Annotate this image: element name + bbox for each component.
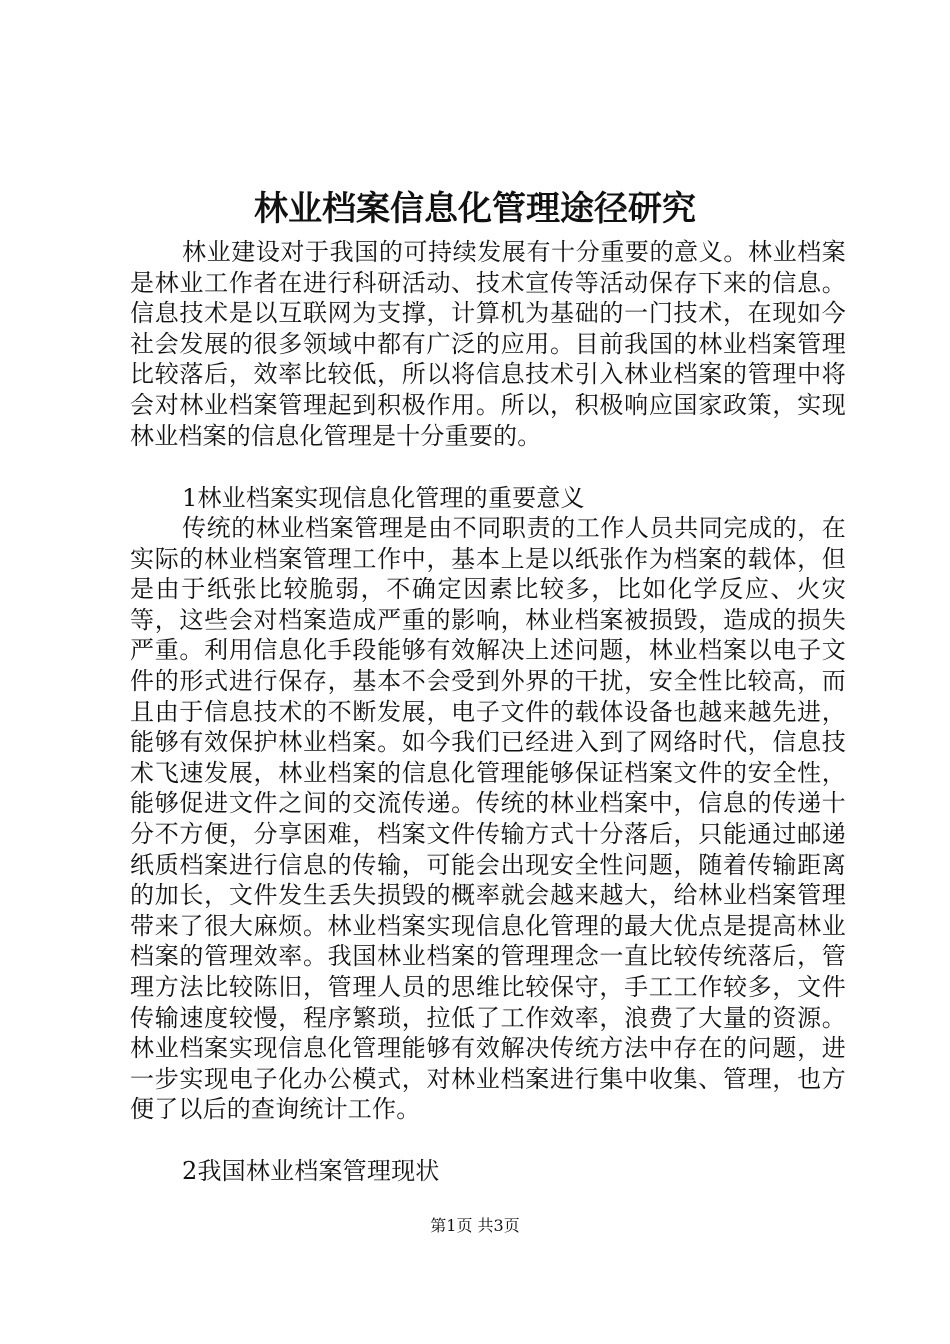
section-1-paragraph: 传统的林业档案管理是由不同职责的工作人员共同完成的，在实际的林业档案管理工作中，基本上是以纸张作为档案的载体，但是由于纸张比较脆弱，不确定因素比较多，比如化学反应、火灾等，这些会对档案造成严重的影响，林业档案被损毁，造成的损失严重。利用信息化手段能够有效解决上述问题，林业档案以电子文件的形式进行保存，基本不会受到外界的干扰，安全性比较高，而且由于信息技术的不断发展，电子文件的载体设备也越来越先进，能够有效保护林业档案。如今我们已经进入到了网络时代，信息技术飞速发展，林业档案的信息化管理能够保证档案文件的安全性，能够促进文件之间的交流传递。传统的林业档案中，信息的传递十分不方便，分享困难，档案文件传输方式十分落后，只能通过邮递纸质档案进行信息的传输，可能会出现安全性问题，随着传输距离的加长，文件发生丢失损毁的概率就会越来越大，给林业档案管理带来了很大麻烦。林业档案实现信息化管理的最大优点是提高林业档案的管理效率。我国林业档案的管理理念一直比较传统落后，管理方法比较陈旧，管理人员的思维比较保守，手工工作较多，文件传输速度较慢，程序繁琐，拉低了工作效率，浪费了大量的资源。林业档案实现信息化管理能够有效解决传统方法中存在的问题，进一步实现电子化办公模式，对林业档案进行集中收集、管理，也方便了以后的查询统计工作。 bbox=[130, 514, 846, 1124]
intro-paragraph: 林业建设对于我国的可持续发展有十分重要的意义。林业档案是林业工作者在进行科研活动、技术宣传等活动保存下来的信息。信息技术是以互联网为支撑，计算机为基础的一门技术，在现如今社会发展的很多领域中都有广泛的应用。目前我国的林业档案管理比较落后，效率比较低，所以将信息技术引入林业档案的管理中将会对林业档案管理起到积极作用。所以，积极响应国家政策，实现林业档案的信息化管理是十分重要的。 bbox=[130, 238, 846, 450]
page-footer: 第1页 共3页 bbox=[430, 1216, 520, 1235]
section-heading-1: 1林业档案实现信息化管理的重要意义 bbox=[182, 484, 585, 512]
section-heading-2: 2我国林业档案管理现状 bbox=[182, 1157, 440, 1185]
document-title: 林业档案信息化管理途径研究 bbox=[254, 189, 696, 229]
